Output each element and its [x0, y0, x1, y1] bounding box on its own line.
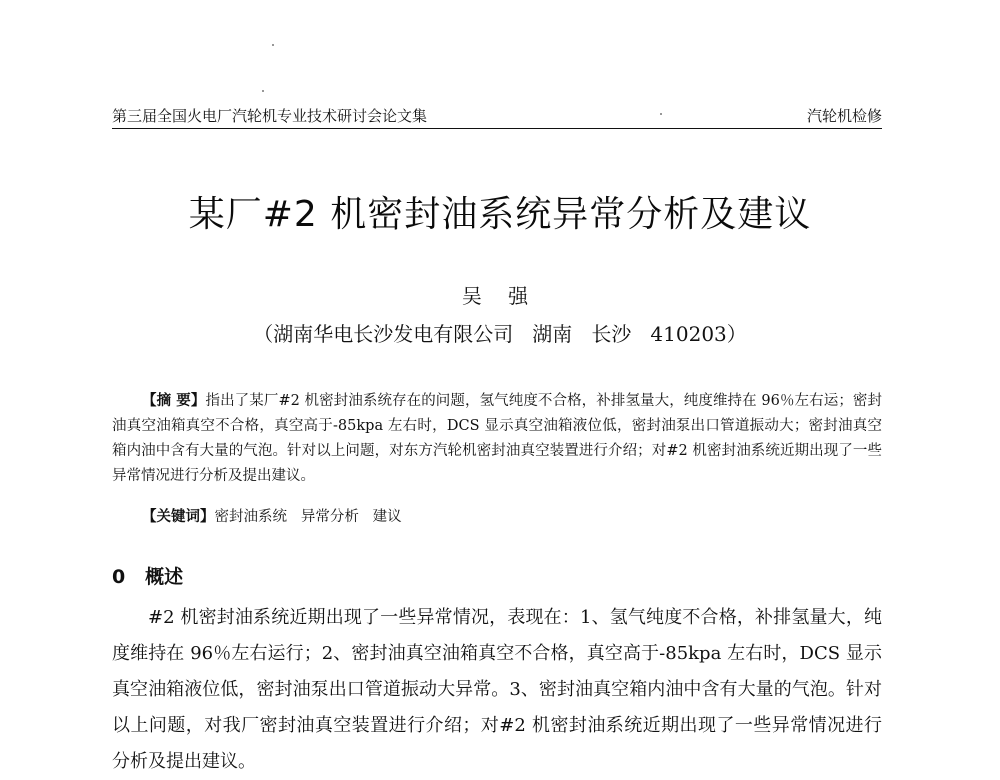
header-section-name: 汽轮机检修 [806, 107, 882, 125]
section-title: 概述 [145, 566, 184, 588]
keywords-text: 密封油系统 异常分析 建议 [214, 509, 402, 525]
section-heading [112, 562, 183, 589]
paper-title: 某厂#2 机密封油系统异常分析及建议 [188, 194, 812, 235]
abstract-text: 指出了某厂#2 机密封油系统存在的问题，氢气纯度不合格，补排氢量大，纯度维持在 96％左右运；密封油真空油箱真空不合格，真空高于-85kpa 左右时，DCS 显示真空油箱液位低，密封油泵出口管道振动大；密封油真空箱内油中含有大量的气泡。针对以上问题，对东方汽轮机密封油真空装置进行介绍；对#2 机密封油系统近期出现了一些异常情况进行分析及提出建议。 [112, 393, 882, 484]
author-name: 吴 强 [461, 284, 539, 308]
body-paragraph: #2 机密封油系统近期出现了一些异常情况，表现在：1、氢气纯度不合格，补排氢量大，纯度维持在 96％左右运行；2、密封油真空油箱真空不合格，真空高于-85kpa 左右时，DCS 显示真空油箱液位低，密封油泵出口管道振动大异常。3、密封油真空箱内油中含有大量的气泡。针对以上问题，对我厂密封油真空装置进行介绍；对#2 机密封油系统近期出现了一些异常情况进行分析及提出建议。 [112, 607, 882, 772]
running-header [112, 102, 882, 129]
keywords [142, 505, 882, 526]
header-proceedings-name: 第三届全国火电厂汽轮机专业技术研讨会论文集 [112, 107, 428, 125]
author-affiliation: （湖南华电长沙发电有限公司 湖南 长沙 410203） [253, 322, 747, 346]
scan-speck [272, 44, 274, 46]
scan-speck [262, 90, 264, 92]
abstract-indent [112, 393, 142, 409]
keywords-label: 【关键词】 [142, 508, 215, 525]
abstract-label: 【摘 要】 [142, 392, 206, 409]
section-number: 0 [112, 566, 126, 588]
abstract [112, 388, 882, 489]
